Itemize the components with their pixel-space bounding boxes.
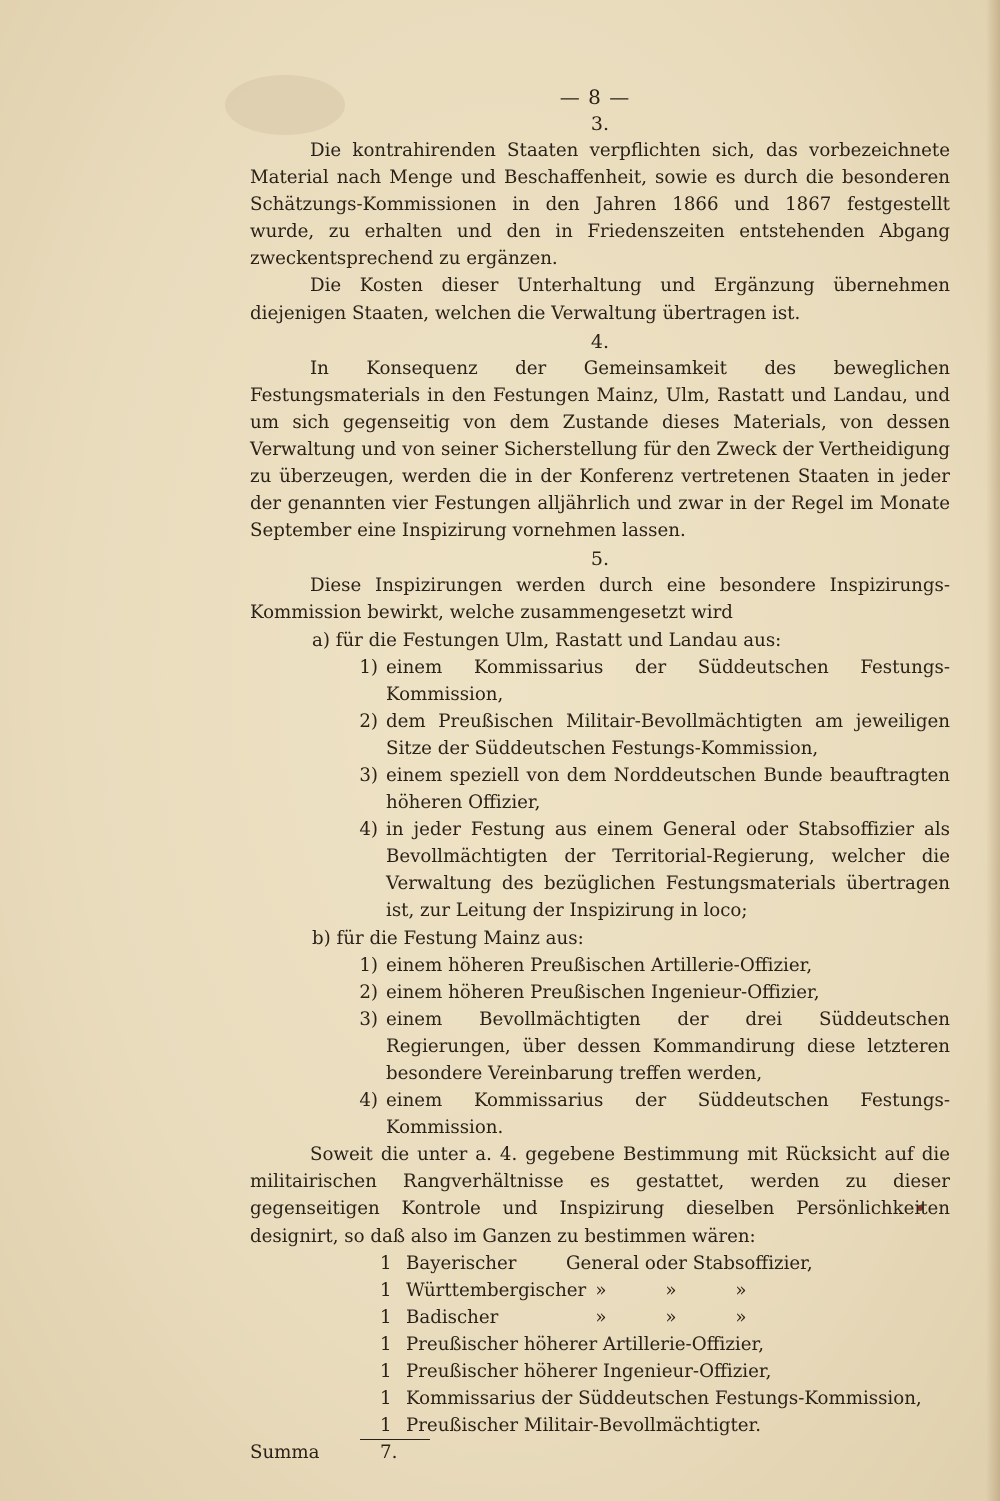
table-row [380,1277,950,1304]
row-name: Badischer [406,1306,499,1328]
list-item [350,979,950,1006]
summa-label: Summa [250,1442,320,1464]
table-row [380,1412,950,1439]
row-qualification: General oder Stabsoffizier, [566,1252,813,1274]
row-count: 1 [380,1388,392,1410]
list-item [350,708,950,762]
summa-value: 7. [380,1442,398,1464]
ditto-mark: » [665,1279,677,1301]
item-number: 3) [359,1008,378,1030]
row-name: Preußischer höherer Artillerie-Offizier, [406,1333,764,1355]
section-3-paragraph-1: Die kontrahirenden Staaten verpflichten sich, das vorbezeichnete Material nach Menge und Beschaffenheit, sowie es durch die besonderen Schätzungs-Kommissionen in den Jahren 1866 und 1867 festgestellt wurde, zu erhalten und den in Friedenszeiten entstehenden Abgang zweckentsprechend zu ergänzen. [250,140,950,270]
ditto-mark: » [735,1279,747,1301]
row-count: 1 [380,1279,392,1301]
table-row [380,1250,950,1277]
section-3-paragraph-2: Die Kosten dieser Unterhaltung und Ergänzung übernehmen diejenigen Staaten, welchen die Verwaltung übertragen ist. [250,275,950,324]
item-text: einem Kommissarius der Süddeutschen Festungs-Kommission, [386,656,950,705]
ditto-mark: » [595,1306,607,1328]
list-item [350,952,950,979]
item-number: 1) [359,656,378,678]
section-3-number: 3. [590,113,610,135]
ditto-mark: » [735,1306,747,1328]
section-4-paragraph: In Konsequenz der Gemeinsamkeit des beweglichen Festungsmaterials in den Festungen Mainz, Ulm, Rastatt und Landau, und um sich gegenseitig von dem Zustande dieses Materials, von dessen Verwaltung und von seiner Sicherstellung für den Zweck der Vertheidigung zu überzeugen, werden die in der Konferenz vertretenen Staaten in jeder der genannten vier Festungen alljährlich und zwar in der Regel im Monate September eine Inspizirung vornehmen lassen. [250,357,950,542]
item-number: 1) [359,954,378,976]
page-content [250,85,950,1466]
row-name: Württembergischer [406,1279,587,1301]
soweit-paragraph: Soweit die unter a. 4. gegebene Bestimmung mit Rücksicht auf die militairischen Rangverhältnisse es gestattet, werden zu dieser gegenseitigen Kontrole und Inspizirung dieselben Persönlichkeiten designirt, so daß also im Ganzen zu bestimmen wären: [250,1144,950,1247]
row-name: Bayerischer [406,1252,517,1274]
summa-row [250,1439,950,1466]
row-name: Kommissarius der Süddeutschen Festungs-Kommission, [406,1388,922,1410]
item-number: 2) [359,710,378,732]
list-item [350,654,950,708]
table-row [380,1304,950,1331]
list-item [350,1006,950,1087]
subsection-a-label: a) für die Festungen Ulm, Rastatt und Landau aus: [312,629,782,651]
row-count: 1 [380,1415,392,1437]
list-item [350,1087,950,1141]
item-text: einem höheren Preußischen Artillerie-Offizier, [386,954,813,976]
table-row [380,1331,950,1358]
row-name: Preußischer höherer Ingenieur-Offizier, [406,1361,772,1383]
item-number: 4) [359,819,378,841]
ditto-mark: » [665,1306,677,1328]
row-ditto [566,1304,950,1331]
row-count: 1 [380,1306,392,1328]
personnel-table [250,1250,950,1467]
page-edge-shadow [986,0,1000,1501]
page-number: — 8 — [559,85,631,109]
row-count: 1 [380,1333,392,1355]
section-5-number: 5. [590,548,610,571]
item-number: 4) [359,1090,378,1112]
table-row [380,1358,950,1385]
row-ditto [566,1277,950,1304]
item-text: einem höheren Preußischen Ingenieur-Offizier, [386,981,820,1003]
item-text: einem Kommissarius der Süddeutschen Festungs-Kommission. [386,1090,950,1139]
ditto-mark: » [595,1279,607,1301]
subsection-b-label: b) für die Festung Mainz aus: [312,927,584,949]
list-item [350,816,950,924]
item-text: einem Bevollmächtigten der drei Süddeutschen Regierungen, über dessen Kommandirung diese letzteren besondere Vereinbarung treffen werden, [386,1008,950,1084]
item-number: 2) [359,981,378,1003]
item-number: 3) [359,764,378,786]
subsection-a-list [250,654,950,925]
item-text: in jeder Festung aus einem General oder Stabsoffizier als Bevollmächtigten der Territorial-Regierung, welcher die Verwaltung des bezüglichen Festungsmaterials übertragen ist, zur Leitung der Inspizirung in loco; [386,819,950,922]
row-name: Preußischer Militair-Bevollmächtigter. [406,1415,762,1437]
item-text: dem Preußischen Militair-Bevollmächtigten am jeweiligen Sitze der Süddeutschen Festungs-Kommission, [386,710,950,759]
row-count: 1 [380,1361,392,1383]
item-text: einem speziell von dem Norddeutschen Bunde beauftragten höheren Offizier, [386,764,950,814]
list-item [350,762,950,816]
row-count: 1 [380,1252,392,1274]
section-4-number: 4. [590,330,610,353]
subsection-b-list [250,952,950,1142]
table-row [380,1385,950,1412]
section-5-intro: Diese Inspizirungen werden durch eine besondere Inspizirungs-Kommission bewirkt, welche zusammengesetzt wird [250,575,950,624]
